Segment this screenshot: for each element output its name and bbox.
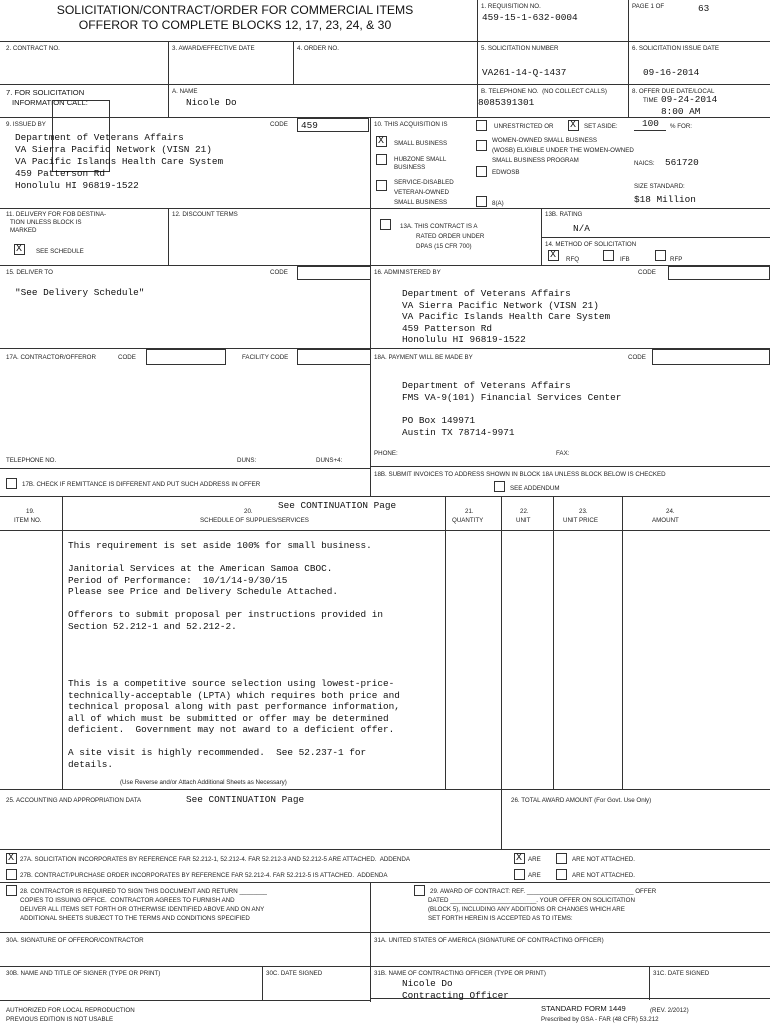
- duns4-label: DUNS+4:: [316, 457, 343, 464]
- method-label: 14. METHOD OF SOLICITATION: [545, 241, 637, 248]
- rfp-checkbox[interactable]: [655, 250, 666, 261]
- 27a-label: 27A. SOLICITATION INCORPORATES BY REFERENCE FAR 52.212-1, 52.212-4. FAR 52.212-3 AND 52.212-5 ARE ATTACHED. ADDENDA: [20, 856, 410, 863]
- small-business-label: SMALL BUSINESS: [394, 140, 448, 147]
- issued-by-line: Department of Veterans Affairs: [15, 132, 184, 143]
- size-standard-label: SIZE STANDARD:: [634, 183, 685, 190]
- hubzone-label: HUBZONE SMALL: [394, 156, 447, 163]
- signature-co-label: 31A. UNITED STATES OF AMERICA (SIGNATURE OF CONTRACTING OFFICER): [374, 937, 604, 944]
- administered-by-label: 16. ADMINISTERED BY: [374, 269, 441, 276]
- 27a-checkbox[interactable]: [6, 853, 17, 864]
- col20-header: SCHEDULE OF SUPPLIES/SERVICES: [200, 517, 309, 524]
- see-schedule-label: SEE SCHEDULE: [36, 248, 84, 255]
- rule: [168, 41, 169, 117]
- issue-date-value[interactable]: 09-16-2014: [643, 67, 700, 78]
- rfq-label: RFQ: [566, 256, 580, 263]
- sdvosb-label: SMALL BUSINESS: [394, 199, 448, 206]
- payment-line: Department of Veterans Affairs: [402, 380, 571, 391]
- delivery-label: MARKED: [10, 227, 37, 234]
- 28-checkbox[interactable]: [6, 885, 17, 896]
- issued-by-line: 459 Patterson Rd: [15, 168, 106, 179]
- issued-by-line: VA Pacific Islands Health Care System: [15, 156, 224, 167]
- 27b-checkbox[interactable]: [6, 869, 17, 880]
- payment-line: FMS VA-9(101) Financial Services Center: [402, 392, 622, 403]
- col24-header: AMOUNT: [652, 517, 679, 524]
- sdvosb-label: SERVICE-DISABLED: [394, 179, 454, 186]
- form-revision: (REV. 2/2012): [650, 1007, 689, 1014]
- rule: [168, 208, 169, 265]
- rule: [541, 237, 770, 238]
- schedule-line: Offerors to submit proposal per instructions provided in: [68, 609, 384, 620]
- set-aside-checkbox[interactable]: [568, 120, 579, 131]
- 28-text: ADDITIONAL SHEETS SUBJECT TO THE TERMS AND CONDITIONS SPECIFIED: [20, 915, 250, 922]
- col21-header: QUANTITY: [452, 517, 484, 524]
- col19-num: 19.: [26, 508, 35, 515]
- contract-no-label: 2. CONTRACT NO.: [6, 45, 60, 52]
- 27b-are-not-label: ARE NOT ATTACHED.: [572, 872, 635, 879]
- schedule-line: Please see Price and Delivery Schedule Attached.: [68, 586, 339, 597]
- rating-label: 13B. RATING: [545, 211, 583, 218]
- unrestricted-label: UNRESTRICTED OR: [494, 123, 554, 130]
- 27a-are-label: ARE: [528, 856, 541, 863]
- col22-header: UNIT: [516, 517, 531, 524]
- co-title: Contracting Officer: [402, 990, 509, 1001]
- accounting-value: See CONTINUATION Page: [186, 794, 305, 805]
- col23-num: 23.: [579, 508, 588, 515]
- schedule-line: details.: [68, 758, 114, 770]
- administered-by-line: Department of Veterans Affairs: [402, 288, 571, 299]
- delivery-label: 11. DELIVERY FOR FOB DESTINA-: [6, 211, 107, 218]
- telephone-label: B. TELEPHONE NO. (NO COLLECT CALLS): [481, 88, 607, 95]
- rule: [262, 966, 263, 1000]
- schedule-line: This requirement is set aside 100% for small business.: [68, 540, 372, 551]
- telephone-value[interactable]: 8085391301: [478, 97, 535, 108]
- col20-num: 20.: [244, 508, 253, 515]
- schedule-footnote: (Use Reverse and/or Attach Additional Sheets as Necessary): [120, 779, 287, 786]
- signer-name-label: 30B. NAME AND TITLE OF SIGNER (TYPE OR PRINT): [6, 970, 161, 977]
- schedule-line: technical proposal along with past performance information,: [68, 701, 400, 712]
- date-signed-co-label: 31C. DATE SIGNED: [653, 970, 710, 977]
- 8a-checkbox[interactable]: [476, 196, 487, 207]
- 27b-are-checkbox[interactable]: [514, 869, 525, 880]
- sdvosb-label: VETERAN-OWNED: [394, 189, 450, 196]
- offer-due-label: 8. OFFER DUE DATE/LOCAL: [632, 88, 715, 95]
- payment-label: 18A. PAYMENT WILL BE MADE BY: [374, 354, 473, 361]
- 29-checkbox[interactable]: [414, 885, 425, 896]
- administered-by-line: VA Pacific Islands Health Care System: [402, 311, 611, 322]
- date-signed-offeror-label: 30C. DATE SIGNED: [266, 970, 323, 977]
- edwosb-label: EDWOSB: [492, 169, 520, 176]
- administered-by-line: 459 Patterson Rd: [402, 323, 493, 334]
- acquisition-label: 10. THIS ACQUISITION IS: [374, 121, 448, 128]
- 29-text: 29. AWARD OF CONTRACT: REF. _______________________________ OFFER: [430, 888, 657, 895]
- payment-code-field[interactable]: [652, 349, 770, 365]
- wosb-label: SMALL BUSINESS PROGRAM: [492, 157, 579, 164]
- co-name-label: 31B. NAME OF CONTRACTING OFFICER (TYPE OR PRINT): [374, 970, 546, 977]
- 27b-are-not-checkbox[interactable]: [556, 869, 567, 880]
- signature-offeror-label: 30A. SIGNATURE OF OFFEROR/CONTRACTOR: [6, 937, 144, 944]
- solicitation-info-label-2: INFORMATION CALL:: [12, 98, 88, 107]
- rule: [649, 966, 650, 1000]
- facility-code-field[interactable]: [297, 349, 371, 365]
- invoice-label: 18B. SUBMIT INVOICES TO ADDRESS SHOWN IN BLOCK 18A UNLESS BLOCK BELOW IS CHECKED: [374, 471, 666, 478]
- offer-due-date[interactable]: 09-24-2014: [661, 94, 718, 105]
- rule: [293, 41, 294, 84]
- addendum-checkbox[interactable]: [494, 481, 505, 492]
- deliver-to-code-label: CODE: [270, 269, 288, 276]
- 27a-are-not-checkbox[interactable]: [556, 853, 567, 864]
- rule: [0, 882, 770, 883]
- schedule-line: Janitorial Services at the American Samoa CBOC.: [68, 563, 333, 574]
- size-standard-value[interactable]: $18 Million: [634, 194, 696, 205]
- contractor-code-field[interactable]: [146, 349, 226, 365]
- rule: [0, 530, 770, 531]
- deliver-to-code-field[interactable]: [297, 266, 371, 280]
- 8a-label: 8(A): [492, 200, 504, 207]
- rule: [0, 932, 770, 933]
- schedule-line: deficient. Government may not award to a deficient offer.: [68, 724, 395, 735]
- deliver-to-label: 15. DELIVER TO: [6, 269, 53, 276]
- payment-line: PO Box 149971: [402, 415, 476, 426]
- rule: [0, 41, 770, 42]
- total-award-label: 26. TOTAL AWARD AMOUNT (For Govt. Use Only): [511, 797, 652, 804]
- rfq-checkbox[interactable]: [548, 250, 559, 261]
- col23-header: UNIT PRICE: [563, 517, 598, 524]
- dpas-label: RATED ORDER UNDER: [416, 233, 485, 240]
- small-business-checkbox[interactable]: [376, 136, 387, 147]
- rfp-label: RFP: [670, 256, 683, 263]
- wosb-label: (WOSB) ELIGIBLE UNDER THE WOMEN-OWNED: [492, 147, 634, 154]
- facility-code-label: FACILITY CODE: [242, 354, 289, 361]
- rule: [445, 496, 446, 789]
- edwosb-checkbox[interactable]: [476, 166, 487, 177]
- see-schedule-checkbox[interactable]: [14, 244, 25, 255]
- naics-label: NAICS:: [634, 160, 655, 167]
- rule: [370, 117, 371, 496]
- issue-date-label: 6. SOLICITATION ISSUE DATE: [632, 45, 719, 52]
- administered-by-code-field[interactable]: [668, 266, 770, 280]
- rule: [628, 0, 629, 117]
- rule: [62, 496, 63, 789]
- issued-by-code-label: CODE: [270, 121, 288, 128]
- rule: [0, 496, 770, 497]
- discount-terms-label: 12. DISCOUNT TERMS: [172, 211, 238, 218]
- rule: [0, 265, 770, 266]
- contractor-label: 17A. CONTRACTOR/OFFEROR: [6, 354, 96, 361]
- 29-text: SET FORTH HEREIN IS ACCEPTED AS TO ITEMS:: [428, 915, 573, 922]
- hubzone-label: BUSINESS: [394, 164, 426, 171]
- rule: [0, 468, 370, 469]
- remittance-checkbox[interactable]: [6, 478, 17, 489]
- issued-by-line: Honolulu HI 96819-1522: [15, 180, 139, 191]
- solicitation-info-label-1: 7. FOR SOLICITATION: [6, 88, 85, 97]
- solicitation-no-label: 5. SOLICITATION NUMBER: [481, 45, 559, 52]
- schedule-line: A site visit is highly recommended. See 52.237-1 for: [68, 747, 367, 758]
- accounting-label: 25. ACCOUNTING AND APPROPRIATION DATA: [6, 797, 142, 804]
- addendum-label: SEE ADDENDUM: [510, 485, 560, 492]
- rule: [0, 84, 770, 85]
- 28-text: COPIES TO ISSUING OFFICE. CONTRACTOR AGREES TO FURNISH AND: [20, 897, 235, 904]
- naics-value[interactable]: 561720: [665, 157, 699, 168]
- schedule-line: Period of Performance: 10/1/14-9/30/15: [68, 574, 288, 586]
- duns-label: DUNS:: [237, 457, 257, 464]
- rule: [0, 966, 770, 967]
- rating-value[interactable]: N/A: [573, 223, 590, 234]
- schedule-line: technically-acceptable (LPTA) which requires both price and: [68, 689, 400, 701]
- administered-by-line: VA Sierra Pacific Network (VISN 21): [402, 300, 599, 311]
- rule: [370, 466, 770, 467]
- rule: [0, 208, 770, 209]
- wosb-label: WOMEN-OWNED SMALL BUSINESS: [492, 137, 597, 144]
- rule: [0, 1000, 370, 1001]
- administered-by-line: Honolulu HI 96819-1522: [402, 334, 526, 345]
- ifb-checkbox[interactable]: [603, 250, 614, 261]
- deliver-to-value: "See Delivery Schedule": [15, 287, 145, 298]
- form-title-line1: SOLICITATION/CONTRACT/ORDER FOR COMMERCIAL ITEMS: [56, 3, 414, 17]
- remittance-label: 17B. CHECK IF REMITTANCE IS DIFFERENT AND PUT SUCH ADDRESS IN OFFER: [22, 481, 261, 488]
- 27a-are-checkbox[interactable]: [514, 853, 525, 864]
- administered-by-code-label: CODE: [638, 269, 656, 276]
- footer-previous-edition: PREVIOUS EDITION IS NOT USABLE: [6, 1016, 114, 1023]
- co-name: Nicole Do: [402, 978, 453, 989]
- 27a-are-not-label: ARE NOT ATTACHED.: [572, 856, 635, 863]
- rule: [553, 496, 554, 789]
- requisition-value[interactable]: 459-15-1-632-0004: [482, 12, 578, 23]
- rule: [622, 496, 623, 789]
- footer-reproduction: AUTHORIZED FOR LOCAL REPRODUCTION: [6, 1007, 135, 1014]
- contractor-code-label: CODE: [118, 354, 136, 361]
- delivery-label: TION UNLESS BLOCK IS: [10, 219, 82, 226]
- set-aside-label: SET ASIDE:: [584, 123, 618, 130]
- dpas-checkbox[interactable]: [380, 219, 391, 230]
- fax-label: FAX:: [556, 450, 570, 457]
- hubzone-checkbox[interactable]: [376, 154, 387, 165]
- rule: [0, 789, 770, 790]
- unrestricted-checkbox[interactable]: [476, 120, 487, 131]
- rule: [0, 849, 770, 850]
- rule: [501, 496, 502, 849]
- schedule-line: This is a competitive source selection using lowest-price-: [68, 678, 395, 689]
- solicitation-no-value[interactable]: VA261-14-Q-1437: [482, 67, 567, 78]
- schedule-continuation: See CONTINUATION Page: [278, 500, 397, 511]
- payment-line: Austin TX 78714-9971: [402, 427, 515, 438]
- 27b-label: 27B. CONTRACT/PURCHASE ORDER INCORPORATES BY REFERENCE FAR 52.212-4. FAR 52.212-5 IS ATTACHED. ADDENDA: [20, 872, 388, 879]
- page-total: 63: [698, 3, 710, 14]
- 29-text: DATED _________________________. YOUR OFFER ON SOLICITATION: [428, 897, 635, 904]
- page-label: PAGE 1 OF: [632, 3, 665, 10]
- issued-by-code: 459: [301, 120, 318, 131]
- col19-header: ITEM NO.: [14, 517, 42, 524]
- contractor-telephone-label: TELEPHONE NO.: [6, 457, 57, 464]
- issued-by-label: 9. ISSUED BY: [6, 121, 46, 128]
- percent-for-label: % FOR:: [670, 123, 693, 130]
- phone-label: PHONE:: [374, 450, 398, 457]
- sdvosb-checkbox[interactable]: [376, 180, 387, 191]
- 28-text: DELIVER ALL ITEMS SET FORTH OR OTHERWISE IDENTIFIED ABOVE AND ON ANY: [20, 906, 265, 913]
- col24-num: 24.: [666, 508, 675, 515]
- ifb-label: IFB: [620, 256, 630, 263]
- form-title-line2: OFFEROR TO COMPLETE BLOCKS 12, 17, 23, 24, & 30: [78, 18, 392, 32]
- schedule-line: Section 52.212-1 and 52.212-2.: [68, 620, 237, 632]
- rule: [370, 882, 371, 1002]
- form-prescribed: Prescribed by GSA - FAR (48 CFR) 53.212: [541, 1016, 659, 1023]
- offer-due-time[interactable]: 8:00 AM: [661, 106, 701, 117]
- 28-text: 28. CONTRACTOR IS REQUIRED TO SIGN THIS DOCUMENT AND RETURN ________: [20, 888, 267, 895]
- 27b-are-label: ARE: [528, 872, 541, 879]
- payment-code-label: CODE: [628, 354, 646, 361]
- dpas-label: 13A. THIS CONTRACT IS A: [400, 223, 478, 230]
- 29-text: (BLOCK 5), INCLUDING ANY ADDITIONS OR CHANGES WHICH ARE: [428, 906, 625, 913]
- wosb-checkbox[interactable]: [476, 140, 487, 151]
- award-date-label: 3. AWARD/EFFECTIVE DATE: [172, 45, 255, 52]
- schedule-line: all of which must be submitted or offer may be determined: [68, 712, 389, 724]
- requisition-label: 1. REQUISITION NO.: [481, 3, 541, 10]
- col22-num: 22.: [520, 508, 529, 515]
- dpas-label: DPAS (15 CFR 700): [416, 243, 472, 250]
- name-label: A. NAME: [172, 88, 198, 95]
- order-no-label: 4. ORDER NO.: [297, 45, 339, 52]
- contact-name[interactable]: Nicole Do: [186, 97, 237, 108]
- set-aside-percent: 100: [642, 118, 659, 129]
- col21-num: 21.: [465, 508, 474, 515]
- time-label: TIME: [643, 97, 658, 104]
- standard-form: STANDARD FORM 1449: [541, 1004, 626, 1013]
- issued-by-line: VA Sierra Pacific Network (VISN 21): [15, 144, 212, 155]
